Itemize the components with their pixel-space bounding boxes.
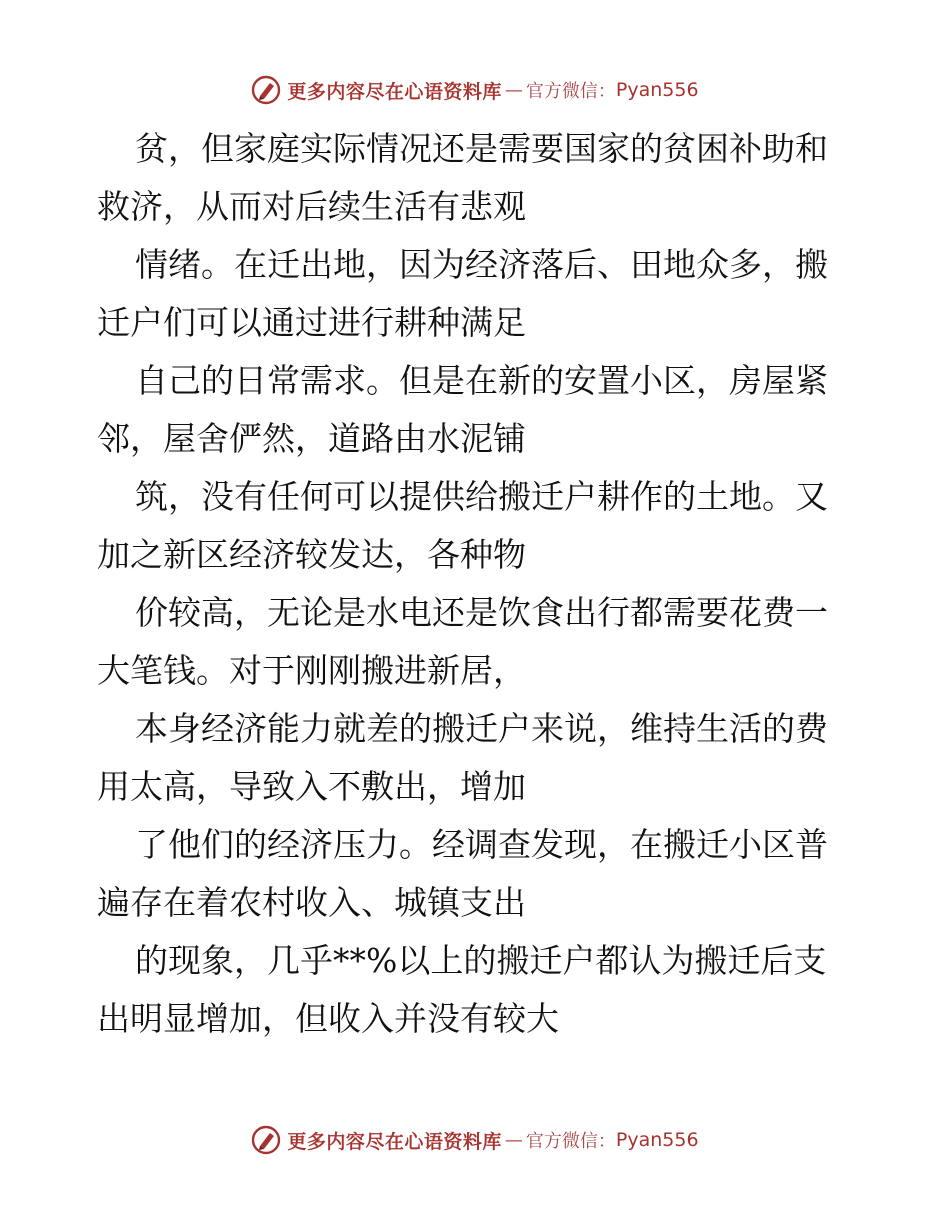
paragraph bbox=[97, 236, 857, 352]
paragraph bbox=[97, 816, 857, 932]
pen-logo-icon bbox=[251, 1125, 281, 1155]
text-line: 遍存在着农村收入、城镇支出 bbox=[97, 883, 526, 922]
footer-wechat-id: Pyan556 bbox=[615, 1129, 699, 1151]
header-wechat-label: 官方微信： bbox=[525, 81, 616, 102]
text-line: 自己的日常需求。但是在新的安置小区，房屋紧 bbox=[135, 361, 828, 400]
text-line: 迁户们可以通过进行耕种满足 bbox=[97, 303, 526, 342]
footer-site-text: 更多内容尽在心语资料库 bbox=[287, 1130, 502, 1153]
paragraph bbox=[97, 584, 857, 700]
text-line: 的现象，几乎**%以上的搬迁户都认为搬迁后支 bbox=[135, 941, 827, 980]
text-line: 用太高，导致入不敷出，增加 bbox=[97, 767, 526, 806]
text-line: 出明显增加，但收入并没有较大 bbox=[97, 999, 559, 1038]
footer-wechat-label: 官方微信： bbox=[525, 1131, 616, 1152]
paragraph bbox=[97, 352, 857, 468]
text-line: 加之新区经济较发达，各种物 bbox=[97, 535, 526, 574]
header-banner bbox=[0, 70, 950, 110]
header-separator: — bbox=[504, 79, 523, 101]
header-wechat-id: Pyan556 bbox=[615, 79, 699, 101]
text-line: 救济，从而对后续生活有悲观 bbox=[97, 187, 526, 226]
document-body bbox=[97, 120, 857, 1048]
paragraph bbox=[97, 120, 857, 236]
text-line: 本身经济能力就差的搬迁户来说，维持生活的费 bbox=[135, 709, 828, 748]
text-line: 贫，但家庭实际情况还是需要国家的贫困补助和 bbox=[135, 129, 828, 168]
text-line: 大笔钱。对于刚刚搬进新居， bbox=[97, 651, 526, 690]
text-line: 邻，屋舍俨然，道路由水泥铺 bbox=[97, 419, 526, 458]
text-line: 了他们的经济压力。经调查发现，在搬迁小区普 bbox=[135, 825, 828, 864]
pen-logo-icon bbox=[251, 75, 281, 105]
text-line: 筑，没有任何可以提供给搬迁户耕作的土地。又 bbox=[135, 477, 828, 516]
header-site-text: 更多内容尽在心语资料库 bbox=[287, 80, 502, 103]
paragraph bbox=[97, 468, 857, 584]
paragraph bbox=[97, 932, 857, 1048]
text-line: 价较高，无论是水电还是饮食出行都需要花费一 bbox=[135, 593, 828, 632]
footer-separator: — bbox=[504, 1129, 523, 1151]
footer-banner bbox=[0, 1120, 950, 1160]
paragraph bbox=[97, 700, 857, 816]
text-line: 情绪。在迁出地，因为经济落后、田地众多，搬 bbox=[135, 245, 828, 284]
